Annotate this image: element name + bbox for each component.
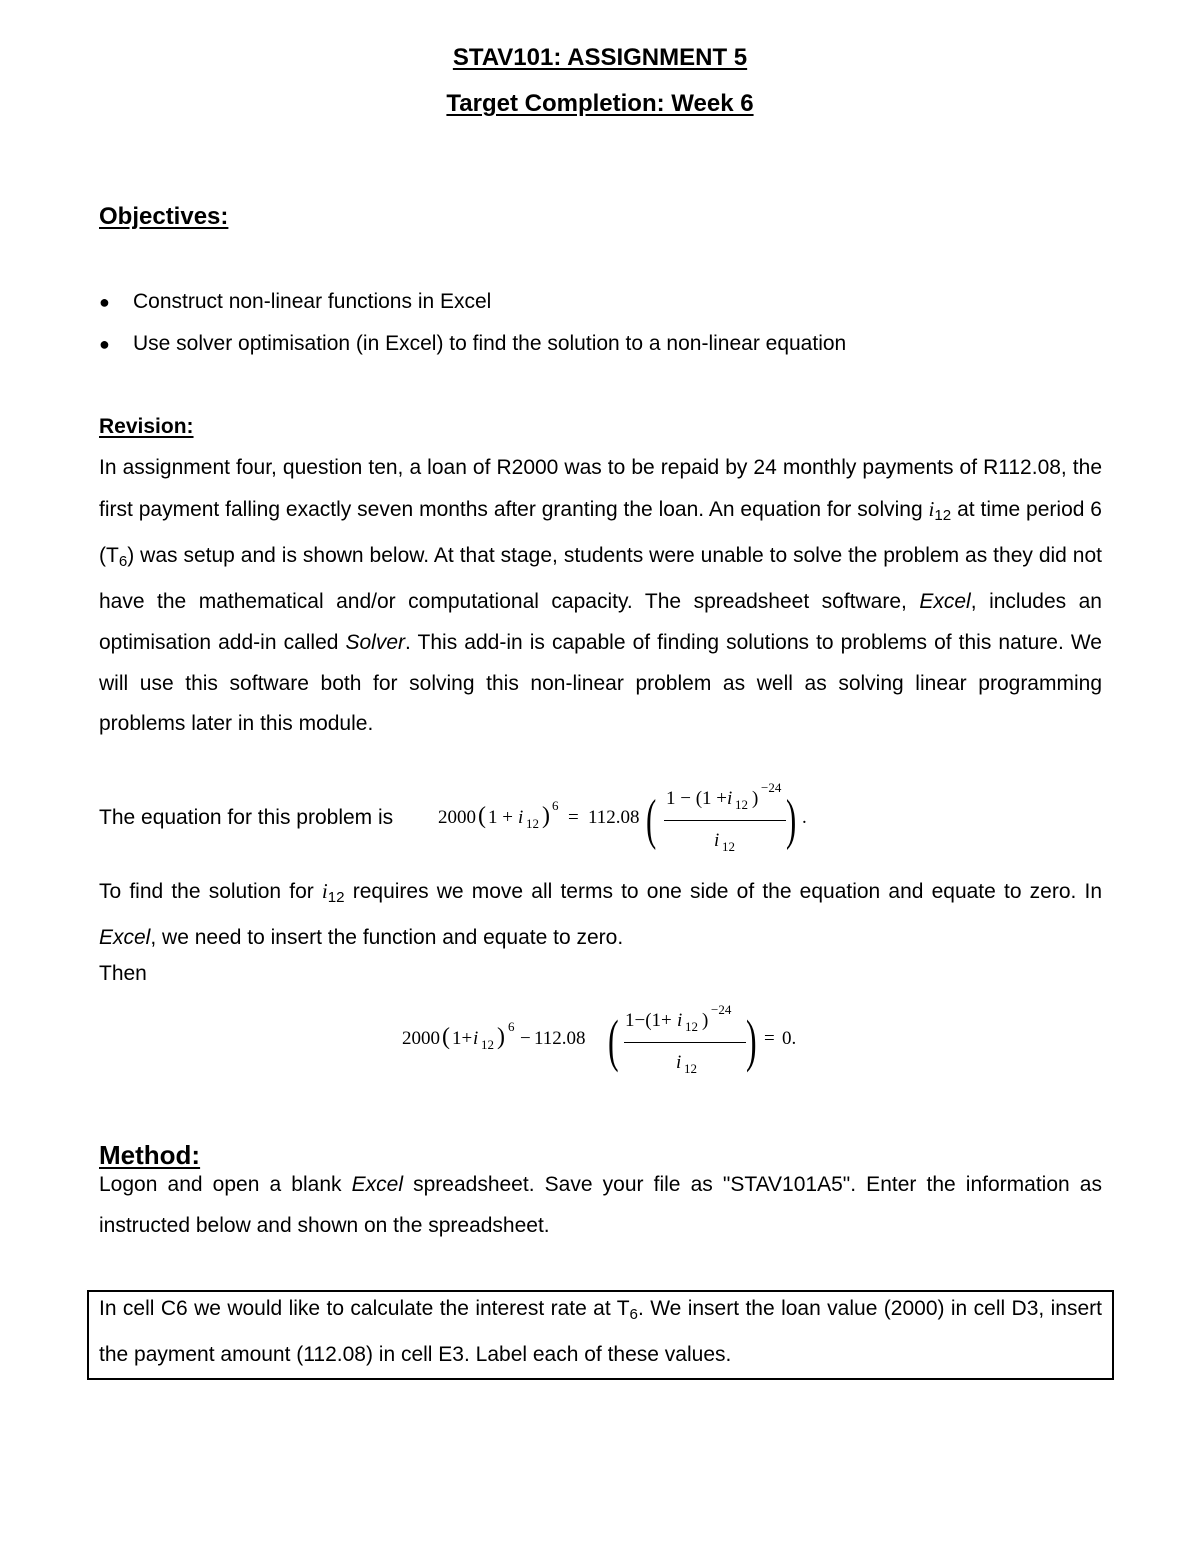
objective-item	[99, 332, 846, 356]
then-label: Then	[99, 962, 147, 985]
method-paragraph: Logon and open a blank Excel spreadsheet. Save your file as "STAV101A5". Enter the information as instructed below and shown on the spreadsheet.	[99, 1173, 1102, 1237]
equation-2: 2000 ( 1+ i 12 ) 6 − 112.08 ( 1−(1+ i 12 ) −24 i 12 ) = 0.	[402, 1002, 797, 1076]
objective-item	[99, 290, 491, 314]
fraction-bar	[664, 820, 786, 821]
objective-text: Construct non-linear functions in Excel	[133, 290, 492, 313]
fraction-bar	[624, 1042, 746, 1043]
objectives-heading: Objectives:	[99, 203, 229, 230]
equation-intro: The equation for this problem is	[99, 806, 394, 829]
instruction-box-text: In cell C6 we would like to calculate the interest rate at $T_6$. We insert the loan value (2000) in cell D3, insert the payment amount (112.08) in cell E3. Label each of these values.	[99, 1297, 1102, 1367]
method-heading: Method:	[99, 1140, 201, 1170]
bullet-icon: ●	[99, 292, 110, 312]
revision-paragraph: In assignment four, question ten, a loan of R2000 was to be repaid by 24 monthly payments of R112.08, the first payment falling exactly seven months after granting the loan. An equation for solving $i_{12}$ at time period 6 $(T_6)$ was setup and is shown below. At that stage, students were unable to solve the problem as they did not have the mathematical and/or computational capacity. The spreadsheet software, Excel, includes an optimisation add-in called Solver. This add-in is capable of finding solutions to problems of this nature. We will use this software both for solving this non-linear problem as well as solving linear programming problems later in this module.	[99, 456, 1102, 736]
solution-paragraph: To find the solution for $i_{12}$ requires we move all terms to one side of the equation and equate to zero. In Excel, we need to insert the function and equate to zero.	[99, 879, 1103, 950]
equation-1: 2000 ( 1 + i 12 ) 6 = 112.08 ( 1 − (1 + i 12 ) −24 i 12 ) .	[438, 780, 807, 854]
bullet-icon: ●	[99, 334, 110, 354]
objective-text: Use solver optimisation (in Excel) to find the solution to a non-linear equation	[133, 332, 847, 355]
document-subtitle: Target Completion: Week 6	[446, 90, 754, 117]
document-title: STAV101: ASSIGNMENT 5	[452, 44, 748, 71]
revision-heading: Revision:	[99, 415, 194, 438]
